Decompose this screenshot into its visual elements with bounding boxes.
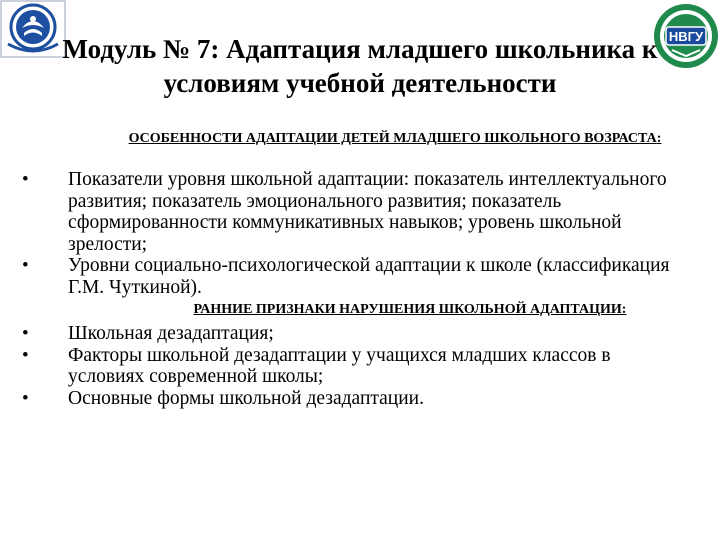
section-heading-early-signs: РАННИЕ ПРИЗНАКИ НАРУШЕНИЯ ШКОЛЬНОЙ АДАПТАЦИИ: — [193, 302, 627, 317]
bullet-list-maladaptation — [0, 323, 678, 409]
bullet-list-adaptation — [0, 169, 678, 298]
title-line-2: условиям учебной деятельности — [163, 68, 557, 98]
section-heading-text: ОСОБЕННОСТИ АДАПТАЦИИ ДЕТЕЙ МЛАДШЕГО ШКОЛЬНОГО ВОЗРАСТА — [128, 131, 657, 146]
list-item — [0, 169, 678, 255]
bullet-icon: • — [22, 323, 29, 344]
list-item-text: Показатели уровня школьной адаптации: показатель интеллектуального развития; показатель эмоционального развития; показатель сформированности коммуникативных навыков; уровень школьной зрелости; — [68, 169, 667, 255]
slide-title — [40, 32, 680, 100]
title-line-1: Модуль № 7: Адаптация младшего школьника к — [62, 34, 658, 64]
logo-right-text: НВГУ — [668, 29, 704, 44]
list-item-text: Основные формы школьной дезадаптации. — [68, 387, 424, 409]
bullet-icon: • — [22, 255, 29, 276]
list-item — [0, 345, 678, 388]
bullet-icon: • — [22, 387, 29, 409]
list-item — [0, 388, 678, 410]
bullet-icon: • — [22, 169, 29, 190]
list-item-text: Факторы школьной дезадаптации у учащихся младших классов в условиях современной школы; — [68, 344, 611, 387]
list-item-text: Школьная дезадаптация; — [68, 323, 274, 344]
list-item — [0, 255, 678, 298]
list-item-text: Уровни социально-психологической адаптации к школе (классификация Г.М. Чуткиной). — [68, 255, 670, 298]
list-item — [0, 323, 678, 345]
section-heading-adaptation-features — [110, 131, 680, 147]
bullet-icon: • — [22, 344, 29, 366]
section-heading-colon: : — [656, 131, 662, 146]
